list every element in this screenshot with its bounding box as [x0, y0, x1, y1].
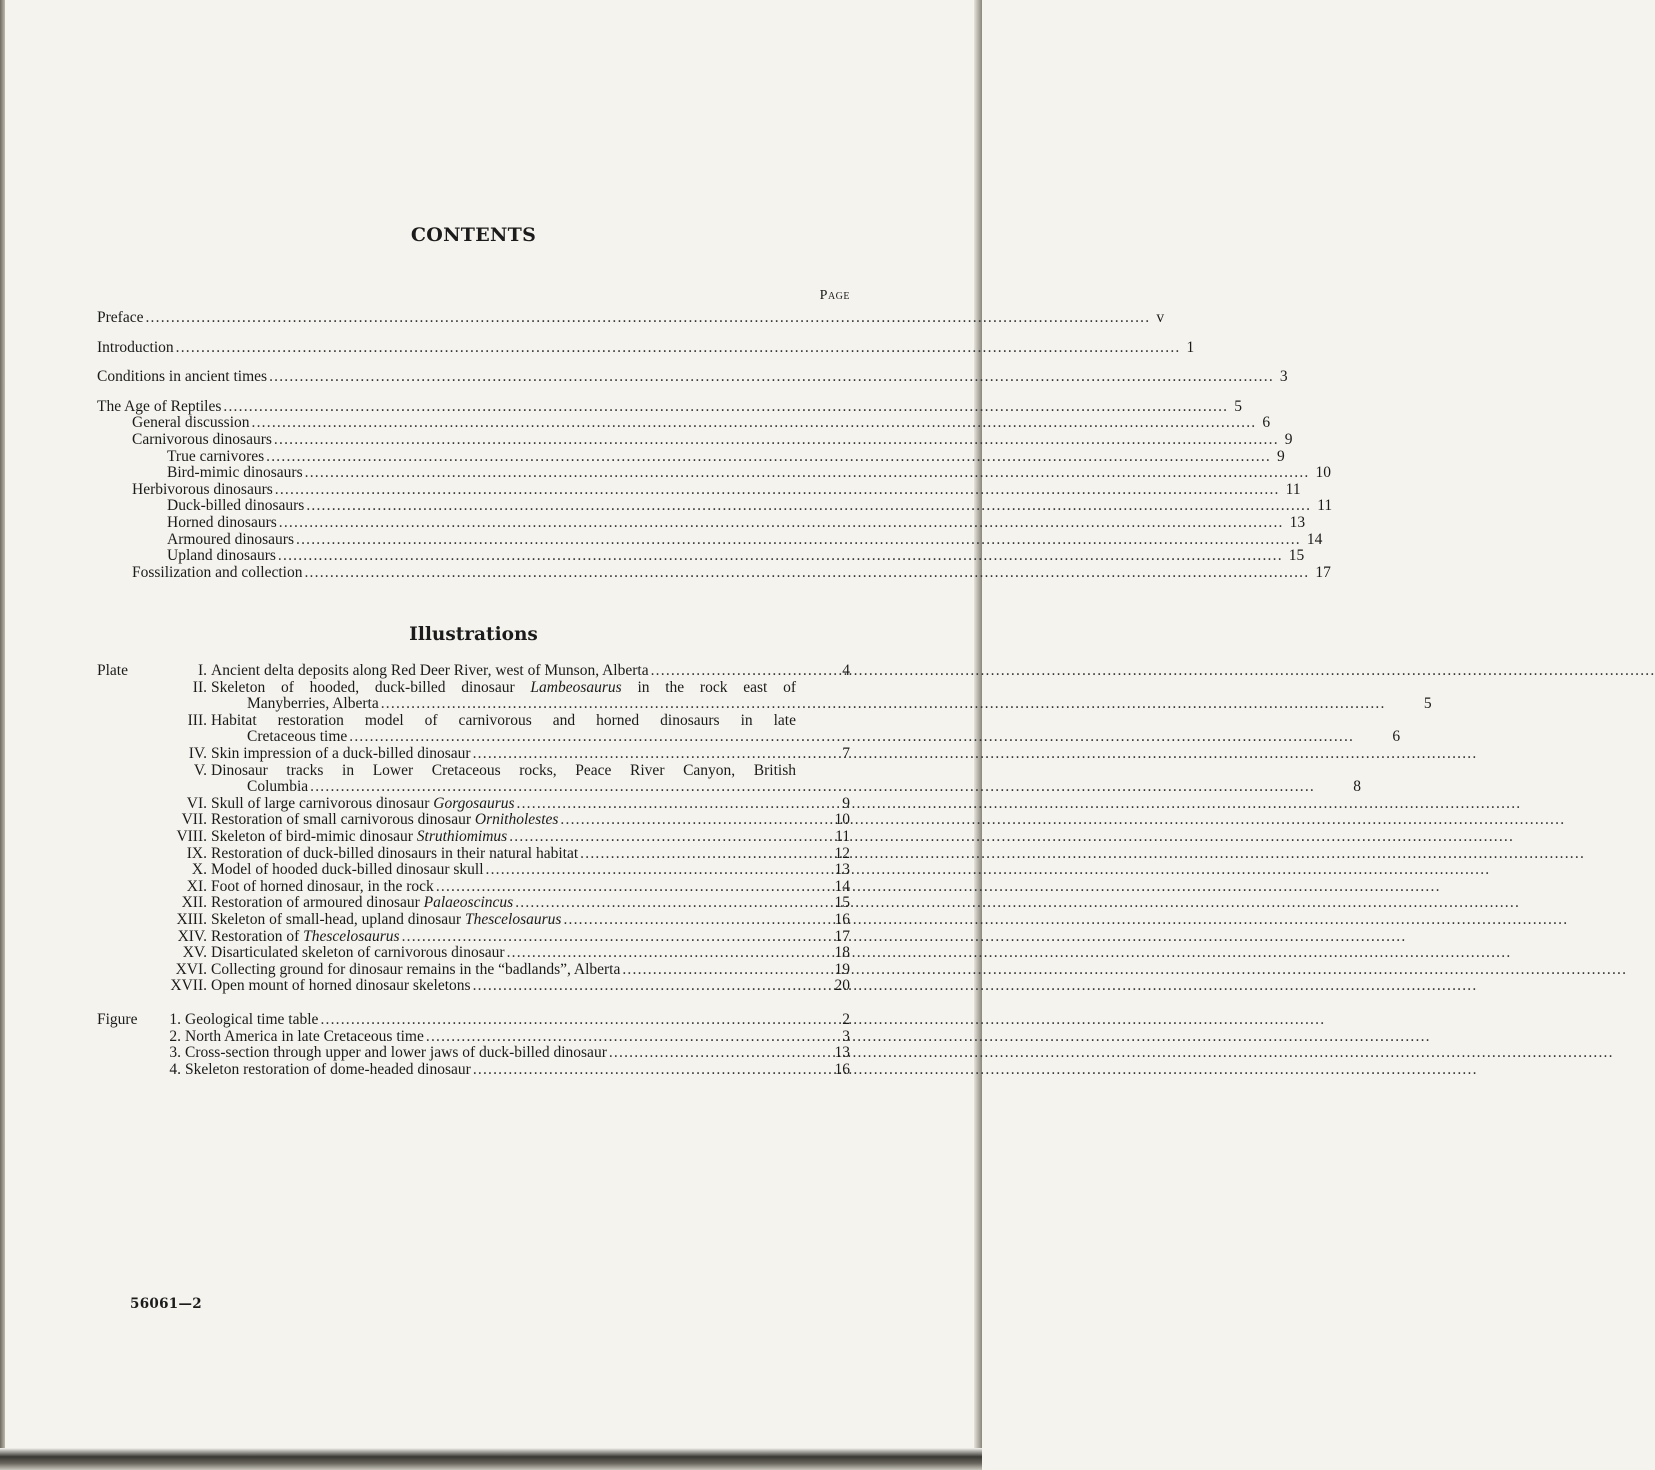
page-column-heading: Page: [819, 288, 850, 303]
caption-text: [211, 812, 558, 829]
dot-leader: [509, 829, 1514, 846]
toc-entry: [97, 309, 1165, 327]
entry-page: 19: [834, 960, 850, 978]
dot-leader: [269, 369, 1274, 386]
dot-leader: [473, 746, 1478, 763]
entry-page: 11: [835, 827, 850, 845]
plate-label: Plate: [97, 662, 128, 679]
entry-page: 2: [842, 1011, 850, 1028]
entry-caption: [211, 929, 810, 946]
dot-leader: [580, 846, 1585, 863]
entry-page: 4: [842, 662, 850, 679]
caption-text-main: Restoration of armoured dinosaur: [211, 894, 424, 912]
toc-entry: [97, 464, 1331, 482]
plates-list: [97, 662, 1432, 995]
entry-number: I.: [197, 662, 207, 679]
entry-number: XI.: [186, 877, 207, 895]
entry-number: 2.: [169, 1027, 181, 1045]
caption-text-main: Geological time table: [185, 1011, 319, 1028]
dot-leader: [274, 432, 1279, 449]
caption-text: [185, 1012, 318, 1029]
caption-text: [211, 879, 434, 896]
toc-entry: [97, 368, 1288, 386]
toc-entry: [97, 547, 1305, 565]
entry-number: XIV.: [177, 927, 207, 945]
entry-caption: [211, 678, 1432, 713]
entry-page: 8: [1353, 778, 1361, 796]
caption-text: [211, 929, 400, 946]
entry-number: XIII.: [176, 910, 207, 928]
entry-page: 16: [834, 910, 850, 928]
toc-spacer: [97, 386, 850, 399]
toc-entry-title: The Age of Reptiles: [97, 397, 222, 415]
caption-block: [211, 680, 1432, 713]
entry-page: 18: [834, 944, 850, 962]
caption-continuation: [211, 779, 1361, 796]
entry-caption: [211, 846, 810, 863]
caption-genus: Lambeosaurus: [530, 678, 622, 696]
entry-caption: [211, 978, 810, 995]
caption-text: Habitat restoration model of carnivorous and horned dinosaurs in late: [211, 711, 796, 729]
dot-leader: [176, 340, 1181, 357]
caption-text-main: Ancient delta deposits along Red Deer River, west of Munson, Alberta: [211, 662, 649, 679]
caption-text-main: Foot of horned dinosaur, in the rock: [211, 877, 434, 895]
caption-block: [211, 713, 1400, 746]
toc-entry-title: Herbivorous dinosaurs: [132, 480, 273, 498]
figure-entry: [97, 1062, 850, 1079]
entry-number: XVII.: [170, 977, 207, 995]
dot-leader: [306, 498, 1311, 515]
illustrations-heading: Illustrations: [409, 624, 538, 645]
caption-text-main: Restoration of small carnivorous dinosaur: [211, 811, 475, 829]
dot-leader: [609, 1045, 1614, 1062]
toc-entry-title: True carnivores: [167, 447, 265, 465]
caption-text: [185, 1029, 424, 1046]
toc-entry-page: 13: [1289, 513, 1306, 531]
toc-entry: [97, 497, 1333, 515]
caption-text: [185, 1045, 607, 1062]
toc-entry-title: Bird-mimic dinosaurs: [167, 464, 303, 482]
toc-entry-title: Fossilization and collection: [132, 563, 303, 581]
entry-number: 4.: [169, 1060, 181, 1078]
caption-genus: Thescelosaurus: [303, 927, 400, 945]
caption-text: [211, 962, 620, 979]
dot-leader: [651, 663, 1655, 680]
entry-page: 7: [842, 744, 850, 762]
dot-leader: [349, 729, 1354, 746]
toc-entry-page: 10: [1315, 464, 1331, 482]
caption-text-cont: Cretaceous time: [247, 728, 348, 746]
entry-caption: [211, 912, 810, 929]
dot-leader: [486, 862, 1491, 879]
toc-entry-title: Carnivorous dinosaurs: [132, 430, 272, 448]
dot-leader: [473, 978, 1478, 995]
page-title: CONTENTS: [410, 224, 537, 246]
dot-leader: [436, 879, 1441, 896]
dot-leader: [622, 962, 1627, 979]
toc-entry-page: 1: [1186, 338, 1195, 356]
entry-caption: [185, 1062, 810, 1079]
plate-entry: [97, 711, 1401, 746]
caption-text: [211, 978, 471, 995]
caption-text-main: Skin impression of a duck-billed dinosaur: [211, 744, 471, 762]
entry-caption: [211, 862, 810, 879]
entry-number: 3.: [169, 1044, 181, 1062]
entry-page: 3: [842, 1027, 850, 1045]
toc-entry: [97, 397, 1243, 416]
toc-entry-page: 9: [1284, 430, 1293, 448]
entry-number: XII.: [181, 894, 207, 912]
caption-text-end: in the rock east of: [621, 678, 796, 696]
caption-text: [211, 796, 515, 813]
toc-entry: [97, 414, 1271, 432]
entry-caption: [211, 746, 810, 763]
figure-entry: [97, 1045, 850, 1062]
dot-leader: [560, 812, 1565, 829]
plate-entry: [97, 663, 850, 680]
entry-page: 15: [834, 894, 850, 912]
dot-leader: [279, 515, 1284, 532]
toc-entry-page: 9: [1277, 447, 1285, 465]
caption-text: [211, 862, 484, 879]
entry-page: 17: [834, 927, 850, 945]
entry-caption: [211, 829, 810, 846]
figures-list: [97, 1012, 850, 1078]
toc-entry-page: 15: [1288, 547, 1305, 565]
toc-entry-page: 6: [1262, 414, 1271, 432]
caption-text-cont: Manyberries, Alberta: [247, 695, 379, 713]
toc-entry-page: 11: [1285, 480, 1301, 498]
caption-text: [185, 1062, 471, 1079]
entry-page: 5: [1423, 695, 1432, 713]
entry-number: X.: [191, 861, 207, 879]
plate-entry: [97, 812, 850, 829]
caption-text-main: Skeleton restoration of dome-headed dinosaur: [185, 1060, 471, 1078]
toc-entry: [97, 338, 1195, 357]
figure-entry: [97, 1012, 850, 1029]
plate-entry: [97, 846, 850, 863]
caption-text: [211, 746, 471, 763]
caption-text-main: Disarticulated skeleton of carnivorous dinosaur: [211, 944, 505, 962]
toc-entry-page: 5: [1234, 397, 1243, 415]
entry-number: XV.: [182, 944, 207, 962]
plate-entry: [97, 746, 850, 763]
figure-label: Figure: [97, 1011, 138, 1028]
entry-caption: [211, 962, 810, 979]
caption-line: [211, 763, 796, 780]
entry-caption: [211, 879, 810, 896]
entry-caption: [185, 1012, 810, 1029]
dot-leader: [515, 895, 1520, 912]
plate-entry: [97, 962, 850, 979]
caption-genus: Palaeoscincus: [423, 894, 514, 912]
dot-leader: [426, 1029, 1431, 1046]
toc-spacer: [97, 327, 850, 340]
caption-text-main: North America in late Cretaceous time: [185, 1027, 424, 1045]
entry-page: 9: [842, 794, 850, 812]
entry-number: 1.: [169, 1011, 181, 1028]
entry-caption: [211, 796, 810, 813]
dot-leader: [252, 415, 1257, 432]
plate-entry: [97, 678, 1432, 713]
entry-caption: [211, 945, 810, 962]
caption-genus: Gorgosaurus: [433, 794, 515, 812]
dot-leader: [275, 482, 1280, 499]
caption-line: [211, 680, 796, 697]
dot-leader: [473, 1062, 1478, 1079]
plate-entry: [97, 879, 850, 896]
entry-page: 20: [834, 977, 850, 995]
entry-page: 12: [834, 844, 850, 862]
toc-entry-page: 14: [1306, 530, 1323, 548]
page-footer-code: 56061—2: [130, 1296, 202, 1312]
dot-leader: [381, 696, 1386, 713]
dot-leader: [402, 929, 1407, 946]
plate-entry: [97, 912, 850, 929]
plate-entry: [97, 945, 850, 962]
toc-entry: [97, 563, 1331, 582]
toc-entry-title: Preface: [97, 309, 144, 326]
toc-entry-title: Duck-billed dinosaurs: [167, 497, 305, 515]
entry-number: VIII.: [176, 827, 207, 845]
caption-text-main: Restoration of: [211, 927, 304, 945]
toc-entry-title: Horned dinosaurs: [167, 513, 277, 531]
toc-entry-title: Armoured dinosaurs: [167, 530, 294, 548]
toc-entry: [97, 530, 1323, 549]
plate-entry: [97, 761, 1361, 796]
caption-continuation: [211, 729, 1400, 746]
entry-caption: [185, 1029, 810, 1046]
toc-entry: [97, 480, 1301, 499]
toc-entry-title: Introduction: [97, 338, 174, 356]
entry-page: 14: [834, 877, 850, 895]
toc-entry: [97, 430, 1293, 449]
toc-entry-page: 17: [1315, 563, 1331, 581]
entry-number: V.: [193, 761, 207, 779]
caption-text-main: Collecting ground for dinosaur remains in the “badlands”, Alberta: [211, 960, 621, 978]
plate-entry: [97, 895, 850, 912]
entry-caption: [211, 761, 1361, 796]
contents-list: [97, 309, 1333, 581]
toc-entry-page: 11: [1317, 497, 1333, 515]
caption-text: [211, 846, 578, 863]
caption-text-main: Skull of large carnivorous dinosaur: [211, 794, 434, 812]
dot-leader: [145, 310, 1150, 327]
caption-text-main: Cross-section through upper and lower jaws of duck-billed dinosaur: [185, 1044, 607, 1062]
plate-entry: [97, 796, 850, 813]
caption-text: [211, 912, 561, 929]
dot-leader: [563, 912, 1568, 929]
entry-caption: [211, 711, 1401, 746]
entry-number: IX.: [186, 844, 207, 862]
toc-entry-title: Upland dinosaurs: [167, 547, 276, 565]
caption-line: [211, 713, 796, 730]
entry-caption: [211, 663, 810, 680]
entry-page: 10: [834, 811, 850, 829]
toc-entry: [97, 513, 1306, 532]
entry-page: 6: [1392, 728, 1401, 746]
entry-number: XVI.: [175, 960, 207, 978]
entry-number: IV.: [188, 744, 207, 762]
entry-caption: [211, 812, 810, 829]
figure-entry: [97, 1029, 850, 1046]
plate-entry: [97, 978, 850, 995]
caption-text: [211, 945, 505, 962]
dot-leader: [310, 779, 1315, 796]
page-edge-bottom: [0, 1448, 982, 1470]
dot-leader: [266, 449, 1271, 466]
entry-page: 16: [834, 1060, 850, 1078]
page-edge-left: [0, 0, 5, 1470]
caption-text: [211, 895, 513, 912]
toc-entry: [97, 447, 1285, 466]
plate-entry: [97, 862, 850, 879]
caption-text-main: Open mount of horned dinosaur skeletons: [211, 977, 471, 995]
caption-text: Dinosaur tracks in Lower Cretaceous rocks, Peace River Canyon, British: [211, 761, 796, 779]
dot-leader: [517, 796, 1522, 813]
entry-page: 13: [834, 861, 850, 879]
caption-text: Skeleton of hooded, duck-billed dinosaur: [211, 678, 531, 696]
dot-leader: [223, 399, 1228, 416]
caption-text-main: Skeleton of bird-mimic dinosaur: [211, 827, 417, 845]
caption-genus: Ornitholestes: [474, 811, 559, 829]
entry-caption: [211, 895, 810, 912]
caption-genus: Struthiomimus: [416, 827, 508, 845]
entry-number: VI.: [186, 794, 207, 812]
caption-genus: Thescelosaurus: [464, 910, 562, 928]
toc-entry-page: v: [1156, 309, 1165, 326]
plate-entry: [97, 829, 850, 846]
toc-entry-title: General discussion: [132, 414, 250, 432]
plate-entry: [97, 929, 850, 946]
entry-number: VII.: [181, 811, 207, 829]
caption-continuation: [211, 696, 1432, 713]
dot-leader: [296, 532, 1301, 549]
dot-leader: [507, 945, 1512, 962]
entry-caption: [185, 1045, 810, 1062]
caption-text-main: Restoration of duck-billed dinosaurs in their natural habitat: [211, 844, 579, 862]
dot-leader: [304, 565, 1309, 582]
caption-text-main: Model of hooded duck-billed dinosaur skull: [211, 861, 484, 879]
caption-text-main: Skeleton of small-head, upland dinosaur: [211, 910, 465, 928]
caption-text: [211, 663, 649, 680]
dot-leader: [278, 548, 1283, 565]
caption-text: [211, 829, 507, 846]
entry-number: III.: [187, 711, 207, 729]
caption-block: [211, 763, 1361, 796]
dot-leader: [305, 465, 1310, 482]
caption-text-cont: Columbia: [247, 778, 309, 796]
entry-number: II.: [192, 678, 207, 696]
toc-entry-page: 3: [1279, 368, 1288, 386]
toc-entry-title: Conditions in ancient times: [97, 368, 268, 386]
entry-page: 13: [834, 1044, 850, 1062]
